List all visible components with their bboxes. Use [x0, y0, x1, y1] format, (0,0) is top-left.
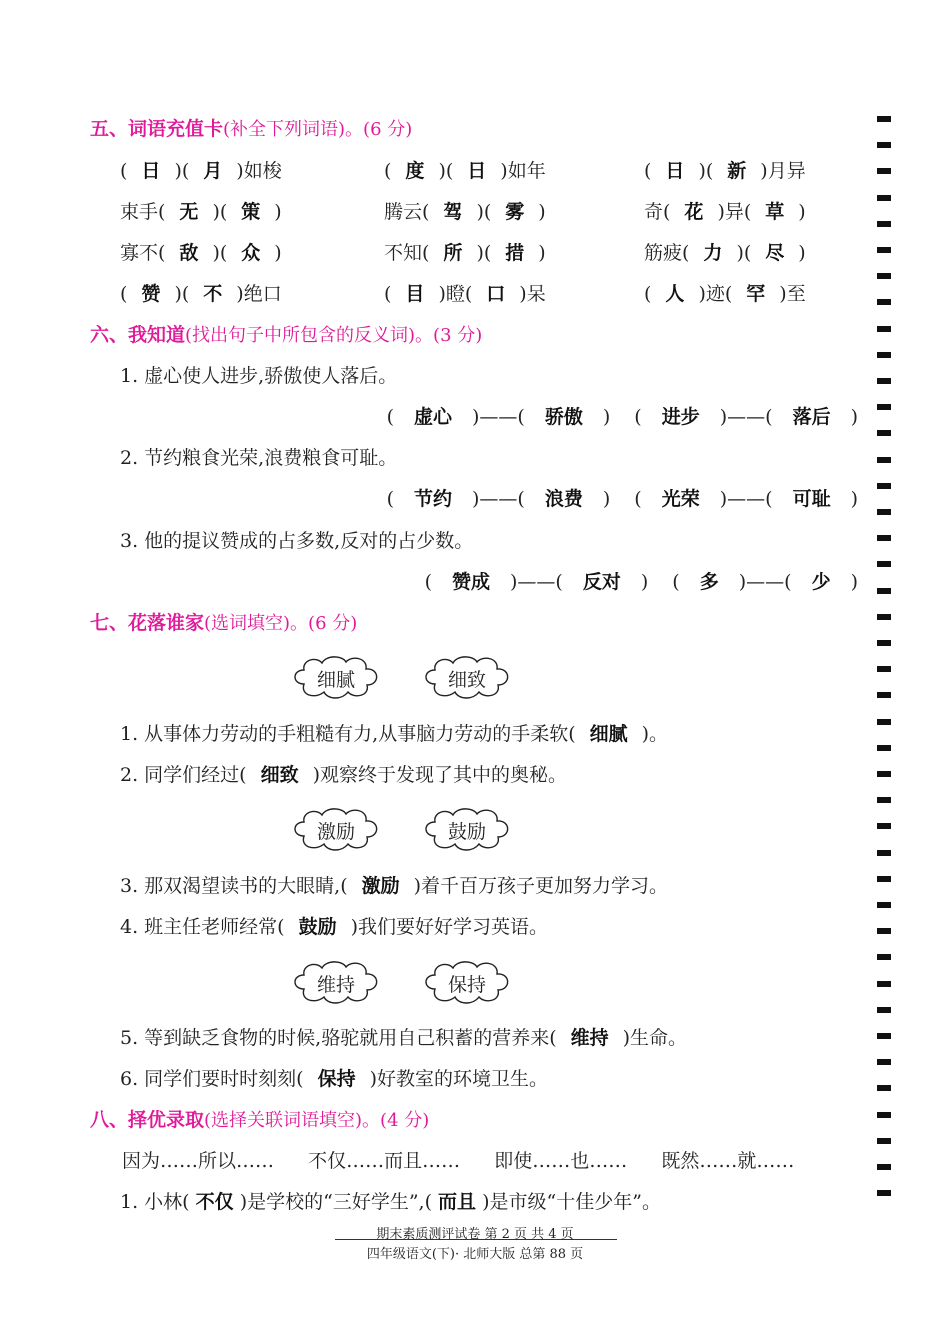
binding-mark — [877, 1112, 891, 1118]
binding-mark — [877, 378, 891, 384]
footer-line-2: 四年级语文(下)· 北师大版 总第 88 页 — [366, 1247, 584, 1262]
bracket: ) — [472, 488, 480, 510]
question-text: 3. 那双渴望读书的大眼睛,( — [120, 875, 348, 897]
section-title: 六、我知道 — [90, 324, 186, 346]
binding-mark — [877, 850, 891, 856]
question-text: )好教室的环境卫生。 — [369, 1068, 549, 1090]
binding-mark — [877, 195, 891, 201]
idiom-text: )绝口 — [236, 283, 282, 305]
idiom-text: ) — [538, 242, 546, 264]
answer-text: 敌 — [179, 242, 199, 264]
fill-question — [120, 1023, 687, 1050]
bracket: ) — [640, 571, 649, 593]
section-6-heading — [90, 320, 482, 347]
binding-mark — [877, 666, 891, 672]
answer-text: 尽 — [765, 242, 785, 264]
binding-mark — [877, 299, 891, 305]
dash: —— — [727, 406, 766, 428]
idiom-text: )( — [736, 242, 752, 264]
binding-mark — [877, 692, 891, 698]
conjunction-option: 不仅……而且…… — [308, 1150, 461, 1172]
idiom-text: )异( — [717, 201, 752, 223]
idiom-text: )( — [476, 242, 492, 264]
bracket: ( — [634, 488, 642, 510]
idiom-item — [384, 279, 546, 306]
binding-mark — [877, 797, 891, 803]
idiom-text: )如梭 — [236, 160, 282, 182]
answer-text: 措 — [505, 242, 525, 264]
question-text: 1. 从事体力劳动的手粗糙有力,从事脑力劳动的手柔软( — [120, 723, 576, 745]
idiom-text: 腾云( — [384, 201, 430, 223]
question-text: )是市级“十佳少年”。 — [482, 1191, 661, 1213]
cloud-word: 细致 — [447, 669, 486, 691]
answer-text: 保持 — [317, 1068, 356, 1090]
bracket: ( — [784, 571, 792, 593]
idiom-text: ( — [644, 283, 652, 305]
idiom-text: )呆 — [519, 283, 546, 305]
answer-text: 鼓励 — [298, 916, 337, 938]
antonym-sentence: 3. 他的提议赞成的占多数,反对的占少数。 — [120, 530, 474, 552]
binding-mark — [877, 221, 891, 227]
answer-text: 不 — [203, 283, 223, 305]
question-text: )观察终于发现了其中的奥秘。 — [312, 764, 568, 786]
fill-question — [120, 1064, 548, 1091]
answer-text: 多 — [699, 571, 719, 593]
question-text: 1. 小林( — [120, 1191, 190, 1213]
answer-text: 人 — [665, 283, 685, 305]
bracket: ) — [602, 488, 611, 510]
idiom-text: ) — [274, 242, 282, 264]
idiom-text: ) — [538, 201, 546, 223]
answer-text: 而且 — [438, 1191, 477, 1213]
answer-text: 口 — [486, 283, 506, 305]
answer-text: 浪费 — [544, 488, 583, 510]
bracket: ( — [386, 488, 394, 510]
question-text: )。 — [641, 723, 669, 745]
binding-mark — [877, 588, 891, 594]
idiom-text: )( — [476, 201, 492, 223]
answer-text: 驾 — [443, 201, 463, 223]
idiom-text: )( — [698, 160, 714, 182]
idiom-text: )迹( — [698, 283, 733, 305]
answer-text: 日 — [665, 160, 685, 182]
bracket: ( — [672, 571, 680, 593]
answer-text: 细腻 — [589, 723, 628, 745]
binding-mark — [877, 247, 891, 253]
idiom-text: ( — [384, 160, 392, 182]
binding-mark — [877, 168, 891, 174]
answer-text: 日 — [141, 160, 161, 182]
idiom-item — [384, 238, 546, 265]
fill-question — [120, 912, 548, 939]
dash: —— — [727, 488, 766, 510]
answer-text: 草 — [765, 201, 785, 223]
binding-mark — [877, 614, 891, 620]
idiom-item — [120, 279, 282, 306]
answer-text: 落后 — [792, 406, 831, 428]
section-note: (选择关联词语填空)。(4 分) — [204, 1110, 430, 1131]
question-text: )是学校的“三好学生”,( — [239, 1191, 432, 1213]
question-text: )我们要好好学习英语。 — [350, 916, 549, 938]
bracket: ) — [472, 406, 480, 428]
idiom-text: ( — [384, 283, 392, 305]
idiom-text: )至 — [779, 283, 806, 305]
dash: —— — [479, 406, 518, 428]
idiom-item — [384, 197, 546, 224]
bracket: ) — [602, 406, 611, 428]
section-title: 五、词语充值卡 — [90, 118, 224, 140]
idiom-text: )( — [212, 201, 228, 223]
idiom-text: 不知( — [384, 242, 430, 264]
idiom-text: )月异 — [760, 160, 806, 182]
word-cloud — [290, 654, 382, 700]
bracket: ( — [517, 488, 525, 510]
idiom-item — [120, 238, 282, 265]
binding-mark — [877, 509, 891, 515]
conjunction-option: 因为……所以…… — [122, 1150, 275, 1172]
s8-question-1 — [120, 1187, 661, 1214]
question-text: )着千百万孩子更加努力学习。 — [413, 875, 669, 897]
binding-mark — [877, 640, 891, 646]
answer-text: 众 — [241, 242, 261, 264]
question-text: 2. 同学们经过( — [120, 764, 247, 786]
binding-mark — [877, 483, 891, 489]
answer-text: 日 — [467, 160, 487, 182]
binding-mark — [877, 954, 891, 960]
cloud-word: 鼓励 — [447, 821, 486, 843]
fill-question — [120, 719, 668, 746]
answer-text: 力 — [703, 242, 723, 264]
binding-mark — [877, 1190, 891, 1196]
answer-text: 赞 — [141, 283, 161, 305]
idiom-text: )( — [174, 160, 190, 182]
answer-text: 反对 — [582, 571, 621, 593]
answer-text: 花 — [684, 201, 704, 223]
question-text: 4. 班主任老师经常( — [120, 916, 285, 938]
section-note: (补全下列词语)。(6 分) — [223, 119, 413, 140]
binding-mark — [877, 404, 891, 410]
cloud-word: 激励 — [316, 821, 355, 843]
binding-mark — [877, 535, 891, 541]
idiom-text: ) — [798, 201, 806, 223]
idiom-text: ) — [798, 242, 806, 264]
answer-text: 策 — [241, 201, 261, 223]
binding-mark — [877, 823, 891, 829]
binding-mark — [877, 1033, 891, 1039]
antonym-answer-row — [387, 402, 858, 429]
answer-text: 赞成 — [451, 571, 490, 593]
section-title: 八、择优录取 — [90, 1109, 205, 1131]
binding-mark — [877, 876, 891, 882]
answer-text: 所 — [443, 242, 463, 264]
binding-mark — [877, 928, 891, 934]
binding-mark — [877, 771, 891, 777]
binding-mark — [877, 1059, 891, 1065]
answer-text: 雾 — [505, 201, 525, 223]
idiom-text: ) — [274, 201, 282, 223]
bracket: ) — [719, 488, 728, 510]
answer-text: 激励 — [361, 875, 400, 897]
idiom-item — [644, 238, 806, 265]
dash: —— — [517, 571, 556, 593]
bracket: ( — [517, 406, 525, 428]
binding-mark — [877, 352, 891, 358]
idiom-text: ( — [120, 160, 128, 182]
answer-text: 少 — [811, 571, 831, 593]
antonym-answer-row — [387, 484, 858, 511]
dash: —— — [746, 571, 785, 593]
bracket: ( — [765, 488, 773, 510]
question-text: 5. 等到缺乏食物的时候,骆驼就用自己积蓄的营养来( — [120, 1027, 557, 1049]
idiom-item — [384, 156, 546, 183]
word-cloud — [290, 959, 382, 1005]
binding-mark — [877, 1164, 891, 1170]
idiom-item — [120, 156, 282, 183]
bracket: ) — [738, 571, 747, 593]
conjunction-options — [122, 1146, 794, 1173]
binding-mark — [877, 326, 891, 332]
conjunction-option: 即使……也…… — [494, 1150, 628, 1172]
bracket: ) — [510, 571, 518, 593]
answer-text: 不仅 — [195, 1191, 234, 1213]
dash: —— — [479, 488, 518, 510]
section-8-heading — [90, 1105, 429, 1132]
binding-mark — [877, 273, 891, 279]
idiom-text: 寡不( — [120, 242, 166, 264]
binding-mark — [877, 116, 891, 122]
bracket: ( — [765, 406, 773, 428]
bracket: ) — [850, 406, 858, 428]
idiom-text: 奇( — [644, 201, 671, 223]
binding-mark — [877, 142, 891, 148]
binding-mark — [877, 981, 891, 987]
idiom-text: )( — [438, 160, 454, 182]
answer-text: 节约 — [413, 488, 452, 510]
word-cloud — [290, 806, 382, 852]
bracket: ( — [555, 571, 563, 593]
answer-text: 目 — [405, 283, 425, 305]
fill-question — [120, 871, 668, 898]
section-note: (选词填空)。(6 分) — [204, 613, 358, 634]
binding-mark — [877, 902, 891, 908]
footer-line-1: 期末素质测评试卷 第 2 页 共 4 页 — [376, 1227, 574, 1242]
idiom-item — [644, 197, 806, 224]
word-cloud — [421, 654, 513, 700]
bracket: ( — [634, 406, 642, 428]
bracket: ) — [850, 571, 858, 593]
cloud-word: 细腻 — [316, 669, 355, 691]
binding-mark — [877, 1138, 891, 1144]
answer-text: 维持 — [570, 1027, 609, 1049]
cloud-word: 维持 — [316, 974, 355, 996]
idiom-text: ( — [644, 160, 652, 182]
answer-text: 光荣 — [661, 488, 700, 510]
idiom-text: )如年 — [500, 160, 546, 182]
section-title: 七、花落谁家 — [90, 612, 205, 634]
cloud-word: 保持 — [447, 974, 486, 996]
section-note: (找出句子中所包含的反义词)。(3 分) — [185, 325, 483, 346]
antonym-answer-row — [425, 567, 858, 594]
antonym-sentence: 2. 节约粮食光荣,浪费粮食可耻。 — [120, 447, 398, 469]
binding-mark — [877, 457, 891, 463]
answer-text: 月 — [203, 160, 223, 182]
answer-text: 进步 — [661, 406, 700, 428]
answer-text: 虚心 — [413, 406, 452, 428]
section-5-heading — [90, 114, 412, 141]
bracket: ) — [719, 406, 728, 428]
idiom-text: )( — [212, 242, 228, 264]
conjunction-option: 既然……就…… — [661, 1150, 795, 1172]
answer-text: 细致 — [260, 764, 299, 786]
binding-mark — [877, 745, 891, 751]
answer-text: 罕 — [746, 283, 766, 305]
fill-question — [120, 760, 567, 787]
binding-mark — [877, 719, 891, 725]
binding-mark — [877, 561, 891, 567]
idiom-item — [120, 197, 282, 224]
antonym-sentence: 1. 虚心使人进步,骄傲使人落后。 — [120, 365, 398, 387]
idiom-text: ( — [120, 283, 128, 305]
idiom-text: )( — [174, 283, 190, 305]
answer-text: 度 — [405, 160, 425, 182]
binding-mark — [877, 1085, 891, 1091]
idiom-item — [644, 279, 806, 306]
bracket: ) — [850, 488, 858, 510]
answer-text: 可耻 — [792, 488, 831, 510]
idiom-text: 筋疲( — [644, 242, 690, 264]
idiom-item — [644, 156, 806, 183]
answer-text: 骄傲 — [544, 406, 583, 428]
binding-mark — [877, 1007, 891, 1013]
answer-text: 无 — [179, 201, 199, 223]
question-text: )生命。 — [622, 1027, 688, 1049]
word-cloud — [421, 806, 513, 852]
section-7-heading — [90, 608, 357, 635]
idiom-text: 束手( — [120, 201, 166, 223]
binding-mark — [877, 430, 891, 436]
idiom-text: )瞪( — [438, 283, 473, 305]
bracket: ( — [424, 571, 432, 593]
bracket: ( — [386, 406, 394, 428]
word-cloud — [421, 959, 513, 1005]
answer-text: 新 — [727, 160, 747, 182]
question-text: 6. 同学们要时时刻刻( — [120, 1068, 304, 1090]
